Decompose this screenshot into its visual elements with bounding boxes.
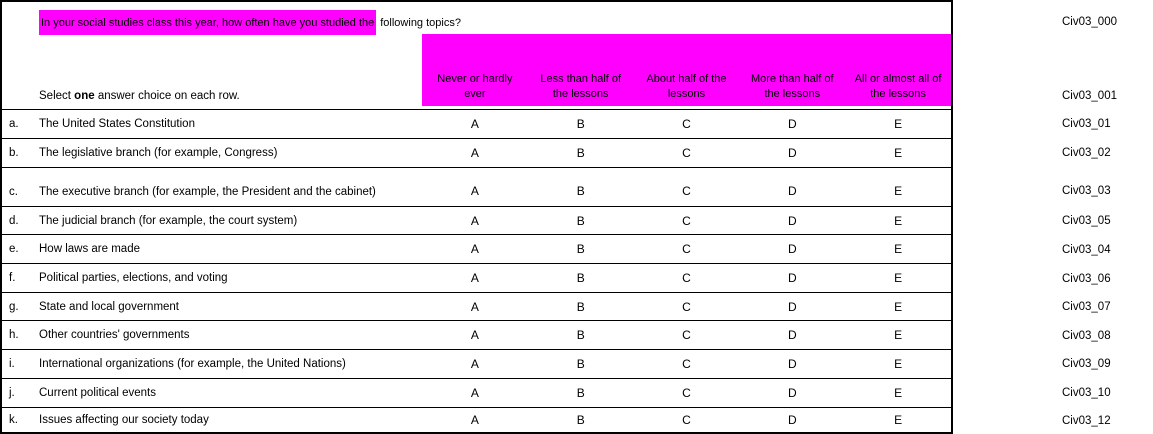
choice-d[interactable]: D xyxy=(787,328,797,342)
column-header-line: Never or hardly xyxy=(437,73,513,85)
choice-b[interactable]: B xyxy=(576,242,585,256)
instruction-prefix: Select xyxy=(39,90,75,102)
answer-choices xyxy=(422,413,951,427)
row-letter: e. xyxy=(9,243,19,255)
table-row-d xyxy=(2,207,951,235)
choice-d[interactable]: D xyxy=(787,184,797,198)
variable-code: Civ03_000 xyxy=(1062,16,1117,28)
column-header-never xyxy=(422,34,528,106)
column-header-line: All or almost all of xyxy=(854,73,942,85)
variable-code: Civ03_07 xyxy=(1062,301,1111,313)
table-row-k xyxy=(2,408,951,432)
column-header-line: Less than half of xyxy=(540,73,622,85)
answer-choices xyxy=(422,357,951,371)
choice-e[interactable]: E xyxy=(894,328,903,342)
column-header-line: More than half of xyxy=(751,73,834,85)
instruction-bold-word: one xyxy=(74,90,95,102)
choice-b[interactable]: B xyxy=(576,146,585,160)
answer-choices xyxy=(422,328,951,342)
table-row-f xyxy=(2,264,951,293)
choice-c[interactable]: C xyxy=(682,386,691,400)
row-letter: g. xyxy=(9,300,19,313)
variable-code: Civ03_12 xyxy=(1062,415,1111,427)
row-topic: Issues affecting our society today xyxy=(39,414,209,426)
row-letter: a. xyxy=(9,118,19,130)
row-letter: j. xyxy=(9,387,15,399)
answer-choices xyxy=(422,146,951,160)
choice-d[interactable]: D xyxy=(787,299,797,314)
column-header-line: ever xyxy=(464,88,486,100)
choice-c[interactable]: C xyxy=(682,413,691,427)
choice-c[interactable]: C xyxy=(682,146,691,160)
row-topic: Current political events xyxy=(39,387,156,399)
choice-b[interactable]: B xyxy=(576,117,585,131)
choice-e[interactable]: E xyxy=(894,242,903,256)
column-header-line: About half of the xyxy=(646,73,727,85)
table-row-g xyxy=(2,293,951,321)
choice-a[interactable]: A xyxy=(470,299,479,314)
choice-c[interactable]: C xyxy=(682,117,691,131)
choice-a[interactable]: A xyxy=(470,213,479,228)
row-topic: International organizations (for example, the United Nations) xyxy=(39,358,346,370)
choice-b[interactable]: B xyxy=(576,413,585,427)
answer-choices xyxy=(422,242,951,256)
column-header-about-half xyxy=(634,34,740,106)
choice-c[interactable]: C xyxy=(682,271,691,285)
variable-code: Civ03_001 xyxy=(1062,90,1117,102)
row-letter: k. xyxy=(9,414,18,426)
choice-a[interactable]: A xyxy=(470,328,479,342)
choice-e[interactable]: E xyxy=(894,213,903,228)
choice-d[interactable]: D xyxy=(787,413,797,427)
column-header-line: the lessons xyxy=(870,88,926,100)
column-header-more-than-half xyxy=(739,34,845,106)
row-letter: b. xyxy=(9,147,19,159)
row-topic: The judicial branch (for example, the court system) xyxy=(39,214,298,227)
table-row-j xyxy=(2,379,951,408)
choice-a[interactable]: A xyxy=(470,271,479,285)
variable-code: Civ03_10 xyxy=(1062,387,1111,399)
table-row-i xyxy=(2,350,951,379)
answer-choices xyxy=(422,386,951,400)
variable-code: Civ03_01 xyxy=(1062,118,1111,130)
choice-a[interactable]: A xyxy=(470,357,479,371)
table-row-h xyxy=(2,321,951,350)
choice-c[interactable]: C xyxy=(682,213,691,228)
choice-e[interactable]: E xyxy=(894,184,903,198)
instruction-text xyxy=(39,90,240,102)
choice-c[interactable]: C xyxy=(682,299,691,314)
row-letter: h. xyxy=(9,329,19,341)
choice-d[interactable]: D xyxy=(787,271,797,285)
choice-e[interactable]: E xyxy=(894,146,903,160)
choice-c[interactable]: C xyxy=(682,184,691,198)
row-topic: The executive branch (for example, the President and the cabinet) xyxy=(39,186,376,198)
choice-a[interactable]: A xyxy=(470,117,479,131)
column-header-line: the lessons xyxy=(552,88,609,100)
row-topic: The United States Constitution xyxy=(39,118,195,130)
row-letter: c. xyxy=(9,186,18,198)
choice-c[interactable]: C xyxy=(682,328,691,342)
column-header-less-than-half xyxy=(528,34,634,106)
variable-code: Civ03_02 xyxy=(1062,147,1111,159)
choice-d[interactable]: D xyxy=(787,117,797,131)
choice-e[interactable]: E xyxy=(894,117,903,131)
answer-choices xyxy=(422,271,951,285)
choice-e[interactable]: E xyxy=(894,271,903,285)
choice-b[interactable]: B xyxy=(576,184,585,198)
answer-choices xyxy=(422,117,951,131)
table-row-c xyxy=(2,168,951,207)
choice-e[interactable]: E xyxy=(894,413,903,427)
choice-e[interactable]: E xyxy=(894,386,903,400)
table-row-e xyxy=(2,235,951,264)
column-header-line: lessons xyxy=(667,88,706,100)
variable-code: Civ03_06 xyxy=(1062,273,1111,285)
choice-d[interactable]: D xyxy=(787,386,797,400)
choice-b[interactable]: B xyxy=(576,328,585,342)
row-topic: How laws are made xyxy=(39,243,140,255)
choice-a[interactable]: A xyxy=(470,146,479,160)
choice-e[interactable]: E xyxy=(894,357,903,371)
variable-code-column xyxy=(1062,0,1153,434)
table-row-a xyxy=(2,110,951,139)
row-letter: i. xyxy=(9,358,15,370)
choice-e[interactable]: E xyxy=(894,299,903,314)
answer-choices xyxy=(422,184,951,206)
table-header xyxy=(2,2,951,110)
choice-a[interactable]: A xyxy=(470,184,479,198)
row-topic: State and local government xyxy=(39,300,180,313)
row-letter: d. xyxy=(9,214,19,227)
answer-choices xyxy=(422,214,951,228)
variable-code: Civ03_09 xyxy=(1062,358,1111,370)
answer-choices xyxy=(422,300,951,314)
variable-code: Civ03_08 xyxy=(1062,330,1111,342)
choice-d[interactable]: D xyxy=(787,146,797,160)
answer-scale-header xyxy=(422,34,951,106)
row-letter: f. xyxy=(9,272,16,284)
row-topic: Political parties, elections, and voting xyxy=(39,272,228,284)
choice-a[interactable]: A xyxy=(470,413,479,427)
choice-b[interactable]: B xyxy=(576,386,585,400)
choice-c[interactable]: C xyxy=(682,357,691,371)
choice-a[interactable]: A xyxy=(470,242,479,256)
choice-b[interactable]: B xyxy=(576,357,585,371)
choice-b[interactable]: B xyxy=(576,213,585,228)
choice-d[interactable]: D xyxy=(787,357,797,371)
choice-c[interactable]: C xyxy=(682,242,691,256)
row-topic: Other countries' governments xyxy=(39,329,190,341)
question-rest-text: following topics? xyxy=(380,16,461,29)
choice-d[interactable]: D xyxy=(787,242,797,256)
variable-code: Civ03_03 xyxy=(1062,185,1111,197)
column-header-line: the lessons xyxy=(764,88,821,100)
row-topic: The legislative branch (for example, Congress) xyxy=(39,147,278,159)
variable-code: Civ03_05 xyxy=(1062,215,1111,227)
instruction-suffix: answer choice on each row. xyxy=(94,90,240,102)
choice-d[interactable]: D xyxy=(787,213,797,228)
column-header-all xyxy=(845,34,951,106)
choice-b[interactable]: B xyxy=(576,271,585,285)
choice-a[interactable]: A xyxy=(470,386,479,400)
question-text xyxy=(39,10,461,35)
choice-b[interactable]: B xyxy=(576,299,585,314)
table-row-b xyxy=(2,139,951,168)
variable-code: Civ03_04 xyxy=(1062,244,1111,256)
question-highlighted-text: In your social studies class this year, how often have you studied the xyxy=(39,10,376,35)
